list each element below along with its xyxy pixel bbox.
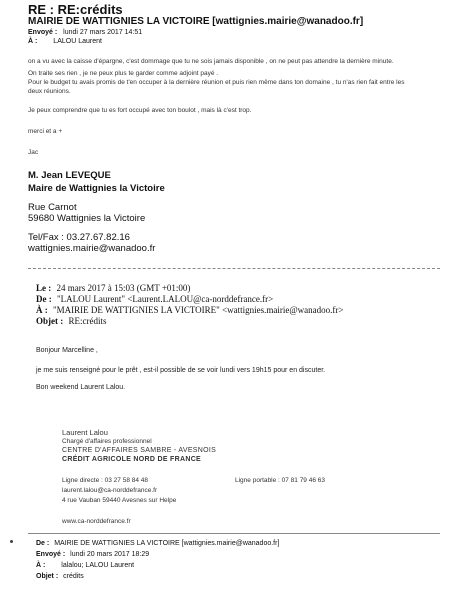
reply-line: On traite ses rien , je ne peux plus te garder comme adjoint payé . bbox=[28, 70, 219, 77]
to-row bbox=[28, 38, 102, 45]
forward-to-label: À : bbox=[36, 305, 48, 315]
signature-title: Maire de Wattignies la Victoire bbox=[28, 183, 165, 194]
earlier-subject-row bbox=[36, 573, 84, 580]
earlier-subject-label: Objet : bbox=[36, 573, 59, 580]
earlier-sent-value: lundi 20 mars 2017 18:29 bbox=[70, 551, 150, 558]
message-greeting: Bonjour Marcelline , bbox=[36, 347, 98, 354]
forward-from-label: De : bbox=[36, 294, 52, 304]
forward-subject-label: Objet : bbox=[36, 316, 64, 326]
forward-date-row bbox=[36, 283, 190, 293]
lalou-role: Chargé d'affaires professionnel bbox=[62, 438, 152, 445]
signature-phone: Tel/Fax : 03.27.67.82.16 bbox=[28, 232, 130, 243]
message-closing: Bon weekend Laurent Lalou. bbox=[36, 384, 126, 391]
reply-line: deux réunions. bbox=[28, 88, 71, 95]
lalou-name: Laurent Lalou bbox=[62, 428, 108, 437]
reply-line: Jac bbox=[28, 149, 39, 156]
signature-name: M. Jean LEVEQUE bbox=[28, 170, 111, 181]
reply-line: merci et a + bbox=[28, 128, 63, 135]
sent-label: Envoyé : bbox=[28, 29, 58, 36]
earlier-sent-row bbox=[36, 551, 149, 558]
forward-from-value: "LALOU Laurent" <Laurent.LALOU@ca-norddefrance.fr> bbox=[57, 294, 274, 304]
message-body: je me suis renseigné pour le prêt , est-il possible de se voir lundi vers 19h15 pour en discuter. bbox=[36, 367, 326, 374]
earlier-sent-label: Envoyé : bbox=[36, 551, 66, 558]
signature-city: 59680 Wattignies la Victoire bbox=[28, 213, 146, 224]
forward-to-row bbox=[36, 305, 344, 315]
earlier-from-row bbox=[36, 540, 279, 547]
to-label: À : bbox=[28, 38, 38, 45]
lalou-email[interactable]: laurent.lalou@ca-norddefrance.fr bbox=[62, 487, 158, 494]
signature-email[interactable]: wattignies.mairie@wanadoo.fr bbox=[28, 243, 156, 254]
reply-line: Je peux comprendre que tu es fort occupé avec ton boulot , mais là c'est trop. bbox=[28, 107, 252, 114]
to-value: LALOU Laurent bbox=[53, 38, 102, 45]
earlier-to-label: À : bbox=[36, 562, 46, 569]
forward-from-row bbox=[36, 294, 273, 304]
earlier-from-value: MAIRIE DE WATTIGNIES LA VICTOIRE [wattignies.mairie@wanadoo.fr] bbox=[54, 540, 280, 547]
forward-subject-row bbox=[36, 316, 107, 326]
separator-line bbox=[28, 268, 440, 269]
lalou-address: 4 rue Vauban 59440 Avesnes sur Helpe bbox=[62, 497, 177, 504]
lalou-direct: Ligne directe : 03 27 58 84 48 bbox=[62, 477, 149, 484]
lalou-bank: CRÉDIT AGRICOLE NORD DE FRANCE bbox=[62, 456, 202, 463]
earlier-to-value: lalalou; LALOU Laurent bbox=[61, 562, 135, 569]
earlier-from-label: De : bbox=[36, 540, 50, 547]
separator-line bbox=[28, 533, 440, 534]
signature-street: Rue Carnot bbox=[28, 202, 77, 213]
earlier-subject-value: crédits bbox=[63, 573, 84, 580]
forward-to-value: "MAIRIE DE WATTIGNIES LA VICTOIRE" <wattignies.mairie@wanadoo.fr> bbox=[53, 305, 344, 315]
sent-value: lundi 27 mars 2017 14:51 bbox=[63, 29, 143, 36]
lalou-centre: CENTRE D'AFFAIRES SAMBRE - AVESNOIS bbox=[62, 447, 217, 454]
reply-line: Pour le budget tu avais promis de t'en occuper à la dernière réunion et puis rien même dans ton domaine , tu n'as rien fait entre les bbox=[28, 79, 405, 86]
reply-line: on a vu avec la caisse d'épargne, c'est dommage que tu ne sois jamais disponible , on ne peut pas attendre la dernière minute. bbox=[28, 58, 394, 65]
forward-subject-value: RE:crédits bbox=[68, 316, 107, 326]
forward-date-label: Le : bbox=[36, 283, 52, 293]
lalou-mobile: Ligne portable : 07 81 79 46 63 bbox=[235, 477, 325, 484]
lalou-site[interactable]: www.ca-norddefrance.fr bbox=[62, 518, 131, 525]
sent-row bbox=[28, 29, 142, 36]
scan-mark bbox=[10, 540, 13, 543]
forward-date-value: 24 mars 2017 à 15:03 (GMT +01:00) bbox=[56, 283, 191, 293]
email-from: MAIRIE DE WATTIGNIES LA VICTOIRE [wattignies.mairie@wanadoo.fr] bbox=[28, 16, 364, 27]
email-subject: RE : RE:crédits bbox=[28, 2, 123, 17]
earlier-to-row bbox=[36, 562, 134, 569]
